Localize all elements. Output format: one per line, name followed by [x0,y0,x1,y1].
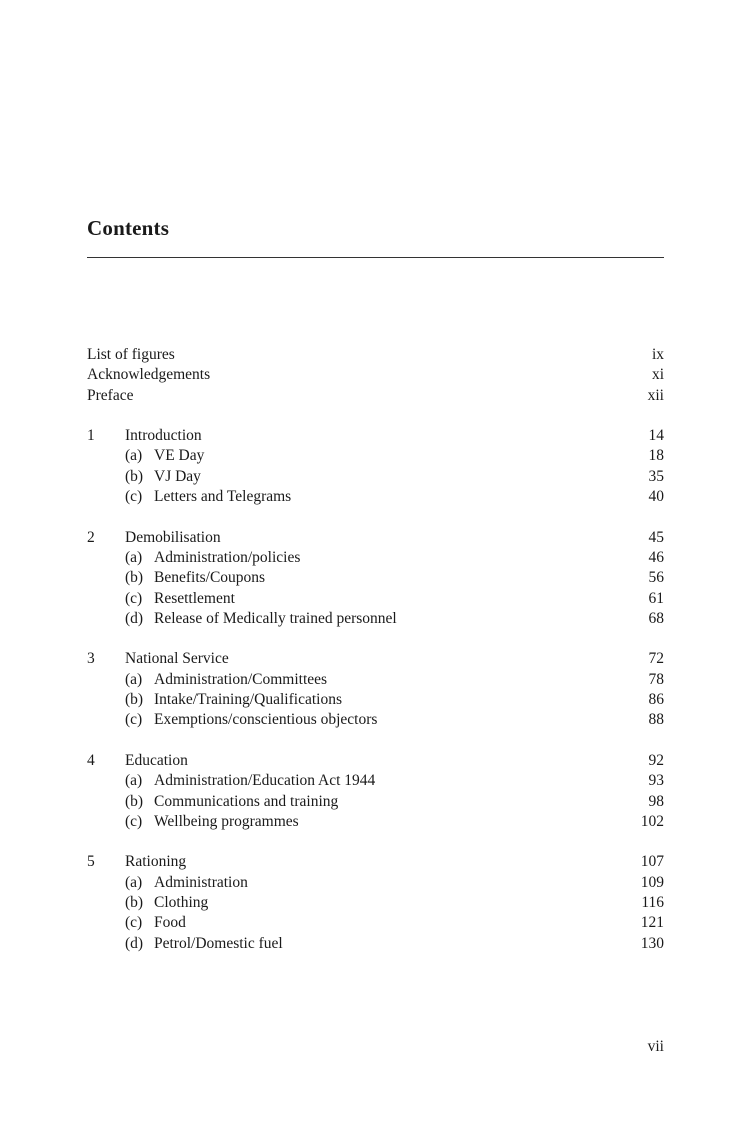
page-title: Contents [87,216,170,240]
front-matter-entry[interactable] [87,365,664,385]
entry-page: xii [647,386,664,404]
section-entry[interactable] [87,710,664,730]
section-label: (a) [125,670,143,688]
chapter-entry[interactable] [87,751,664,771]
chapter-title: Rationing [125,853,187,871]
section-entry[interactable] [87,487,664,507]
section-gap [87,507,664,527]
entry-title: List of figures [87,346,175,363]
section-page: 78 [648,670,664,688]
section-title: Administration [154,873,248,891]
section-title: Petrol/Domestic fuel [154,934,283,952]
chapter-title: National Service [125,650,229,668]
chapter-page: 45 [648,528,664,546]
chapter-number: 1 [87,427,95,445]
section-entry[interactable] [87,690,664,710]
entry-title: Preface [87,386,134,404]
chapter-title: Introduction [125,427,202,445]
entry-title: Acknowledgements [87,366,211,384]
section-gap [87,832,664,852]
section-entry[interactable] [87,792,664,812]
section-title: Clothing [154,894,209,912]
section-entry[interactable] [87,568,664,588]
section-page: 40 [648,488,664,506]
section-label: (a) [125,772,143,790]
chapter-page: 72 [648,650,664,668]
section-page: 130 [640,934,664,952]
section-page: 61 [648,589,664,607]
section-title: Exemptions/conscientious objectors [154,711,378,729]
section-label: (c) [125,914,143,932]
section-label: (c) [125,488,143,506]
section-page: 93 [648,772,664,790]
section-page: 86 [648,691,664,709]
section-label: (a) [125,447,143,465]
section-page: 102 [640,812,664,830]
entry-page: ix [651,346,664,363]
section-entry[interactable] [87,873,664,893]
section-entry[interactable] [87,913,664,933]
section-title: Benefits/Coupons [154,569,266,587]
section-entry[interactable] [87,812,664,832]
section-label: (b) [125,691,144,709]
section-label: (b) [125,792,144,810]
section-entry[interactable] [87,670,664,690]
section-title: Intake/Training/Qualifications [154,691,342,709]
chapter-title: Demobilisation [125,528,221,546]
chapter-number: 2 [87,528,95,546]
section-label: (c) [125,589,143,607]
section-entry[interactable] [87,548,664,568]
section-label: (d) [125,934,144,952]
chapter-entry[interactable] [87,426,664,446]
front-matter-entry[interactable] [87,345,664,365]
section-label: (c) [125,711,143,729]
section-title: Release of Medically trained personnel [154,609,397,627]
section-page: 56 [648,569,664,587]
section-page: 109 [640,873,664,891]
section-entry[interactable] [87,771,664,791]
section-entry[interactable] [87,446,664,466]
section-title: Food [154,914,186,932]
chapter-number: 5 [87,853,95,871]
entry-page: xi [651,366,664,384]
chapter-entry[interactable] [87,528,664,548]
front-matter-entry[interactable] [87,386,664,406]
section-entry[interactable] [87,893,664,913]
section-label: (b) [125,894,144,912]
section-label: (b) [125,467,144,485]
section-page: 46 [648,548,664,566]
section-title: Administration/policies [154,548,301,566]
chapter-title: Education [125,751,188,769]
chapter-page: 92 [648,751,664,769]
section-page: 88 [648,711,664,729]
section-gap [87,629,664,649]
section-title: Wellbeing programmes [154,812,299,830]
section-entry[interactable] [87,609,664,629]
section-gap [87,406,664,426]
section-page: 116 [641,894,664,912]
section-title: Resettlement [154,589,235,607]
table-of-contents [87,345,664,954]
chapter-page: 14 [648,427,664,445]
section-page: 121 [640,914,664,932]
section-label: (d) [125,609,144,627]
section-title: Letters and Telegrams [154,488,292,506]
section-label: (c) [125,812,143,830]
section-title: Communications and training [154,792,339,810]
chapter-entry[interactable] [87,649,664,669]
section-label: (a) [125,873,143,891]
section-page: 18 [648,447,664,465]
section-label: (a) [125,548,143,566]
section-page: 35 [648,467,664,485]
section-page: 68 [648,609,664,627]
title-rule [87,257,664,258]
section-title: Administration/Education Act 1944 [154,772,376,790]
section-page: 98 [648,792,664,810]
section-title: VJ Day [154,467,201,485]
section-label: (b) [125,569,144,587]
chapter-number: 4 [87,751,95,769]
section-entry[interactable] [87,467,664,487]
chapter-entry[interactable] [87,852,664,872]
section-title: Administration/Committees [154,670,328,688]
section-entry[interactable] [87,934,664,954]
chapter-number: 3 [87,650,95,668]
section-entry[interactable] [87,589,664,609]
section-title: VE Day [154,447,205,465]
chapter-page: 107 [640,853,664,871]
page-folio: vii [647,1038,664,1055]
section-gap [87,731,664,751]
